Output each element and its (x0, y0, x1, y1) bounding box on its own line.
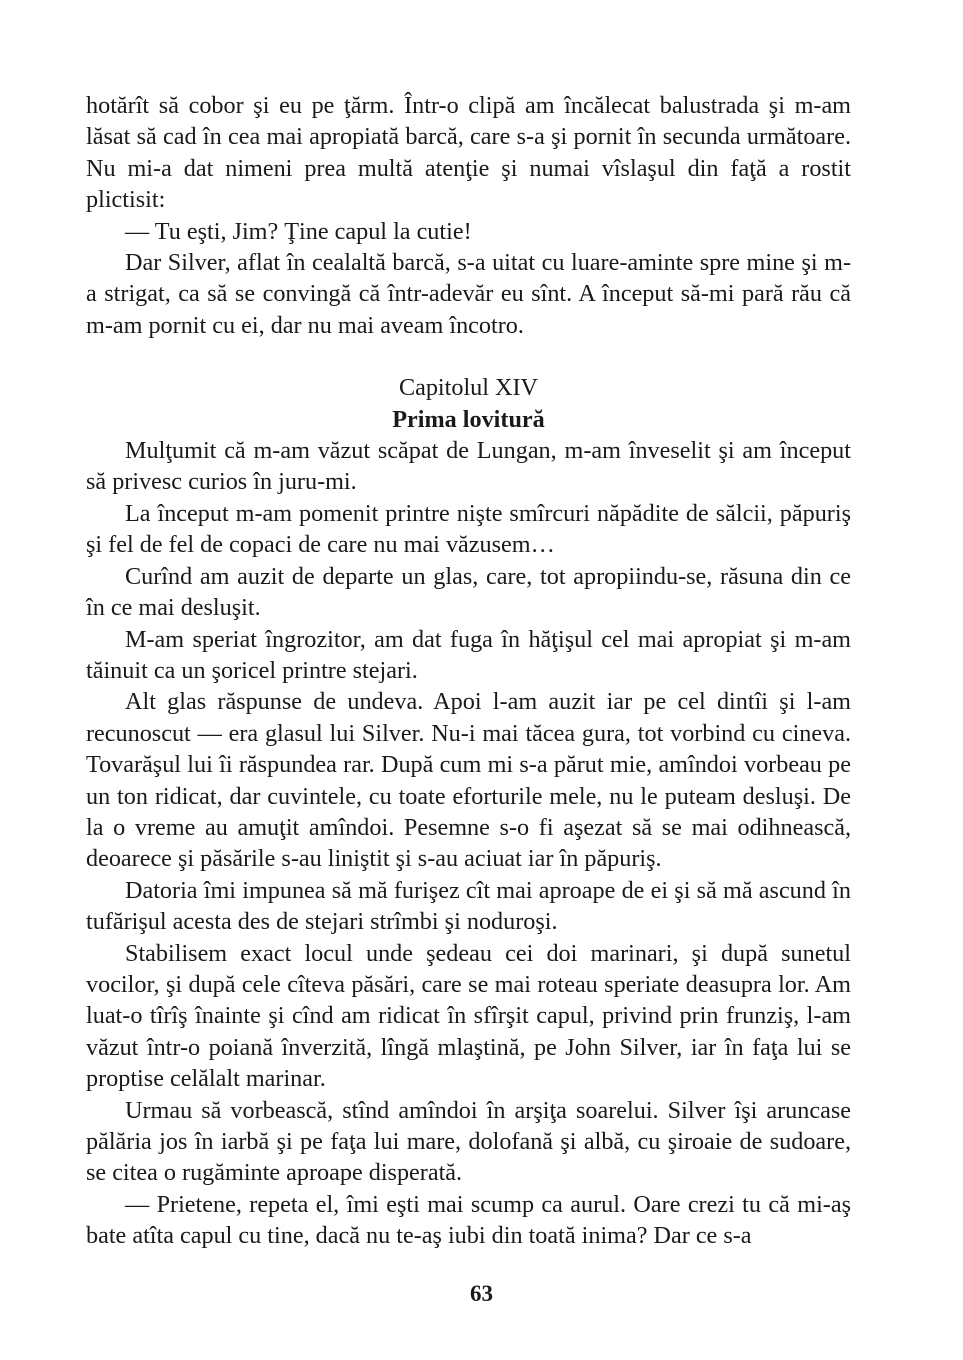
paragraph: M-am speriat îngrozitor, am dat fuga în hăţişul cel mai apropiat şi m-am tăinuit ca un şoricel printre stejari. (86, 625, 851, 684)
chapter-title: Prima lovitură (392, 405, 545, 433)
page-body (86, 90, 851, 1252)
paragraph: hotărît să cobor şi eu pe ţărm. Într-o clipă am încălecat balustrada şi m-am lăsat să cad în cea mai apropiată barcă, care s-a şi pornit în secunda următoare. Nu mi-a dat nimeni prea multă atenţie şi numai vîslaşul din faţă a rostit plictisit: (86, 92, 851, 214)
page-number: 63 (470, 1281, 493, 1306)
chapter-heading (86, 372, 851, 435)
paragraph: — Tu eşti, Jim? Ţine capul la cutie! (125, 217, 472, 245)
paragraph: Alt glas răspunse de undeva. Apoi l-am auzit iar pe cel dintîi şi l-am recunoscut — era glasul lui Silver. Nu-i mai tăcea gura, tot vorbind cu cineva. Tovarăşul lui îi răspundea rar. După cum mi s-a părut mie, amîndoi vorbeau pe un ton ridicat, dar cuvintele, cu toate eforturile mele, nu le puteam desluşi. De la o vreme au amuţit amîndoi. Pesemne s-o fi aşezat să se mai odihnească, deoarece şi păsările s-au liniştit şi s-au aciuat iar în păpuriş. (86, 688, 851, 873)
paragraph: Dar Silver, aflat în cealaltă barcă, s-a uitat cu luare-aminte spre mine şi m-a strigat, ca să se convingă că într-adevăr eu sînt. A început să-mi pară rău că m-am pornit cu ei, dar nu mai aveam încotro. (86, 249, 851, 339)
paragraph: La început m-am pomenit printre nişte smîrcuri năpădite de sălcii, păpuriş şi fel de fel de copaci de care nu mai văzusem… (86, 499, 851, 559)
paragraph: Urmau să vorbească, stînd amîndoi în arşiţa soarelui. Silver îşi aruncase pălăria jos în iarbă şi pe faţa lui mare, dolofană şi albă, cu şiroaie de sudoare, se citea o rugăminte aproape disperată. (86, 1096, 851, 1187)
paragraph: — Prietene, repeta el, îmi eşti mai scump ca aurul. Oare crezi tu că mi-aş bate atîta capul cu tine, dacă nu te-aş iubi din toată inima? Dar ce s-a (86, 1190, 851, 1250)
paragraph: Datoria îmi impunea să mă furişez cît mai aproape de ei şi să mă ascund în tufărişul acesta des de stejari strîmbi şi noduroşi. (86, 876, 851, 936)
chapter-number: Capitolul XIV (398, 374, 539, 402)
paragraph: Curînd am auzit de departe un glas, care, tot apropiindu-se, răsuna din ce în ce mai desluşit. (86, 562, 851, 622)
paragraph: Stabilisem exact locul unde şedeau cei doi marinari, şi după sunetul vocilor, şi după cele cîteva păsări, care se mai roteau speriate deasupra lor. Am luat-o tîrîş înainte şi cînd am ridicat în sfîrşit capul, privind prin frunziş, l-am văzut într-o poiană înverzită, lîngă mlaştină, pe John Silver, iar în faţa lui se proptise celălalt marinar. (86, 939, 851, 1093)
paragraph: Mulţumit că m-am văzut scăpat de Lungan, m-am înveselit şi am început să privesc curios în juru-mi. (86, 437, 851, 496)
